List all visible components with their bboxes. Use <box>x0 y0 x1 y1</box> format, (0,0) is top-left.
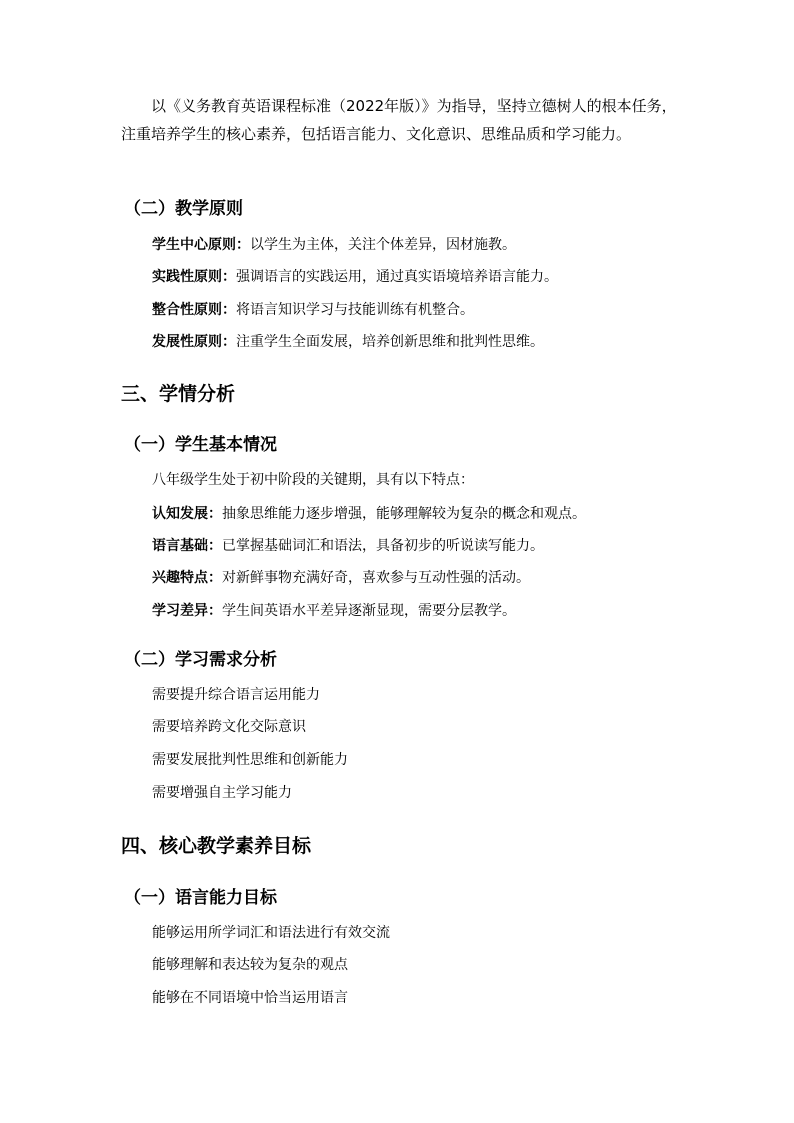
characteristic-item <box>152 503 586 523</box>
principle-label: 学生中心原则： <box>152 237 250 253</box>
principle-text: 将语言知识学习与技能训练有机整合。 <box>236 302 474 318</box>
characteristic-item <box>152 567 530 587</box>
goal-item: 能够在不同语境中恰当运用语言 <box>152 990 348 1006</box>
characteristic-label: 语言基础： <box>152 538 222 554</box>
principle-text: 强调语言的实践运用，通过真实语境培养语言能力。 <box>236 269 558 285</box>
learning-needs-heading: （二）学习需求分析 <box>124 650 277 670</box>
characteristic-label: 兴趣特点： <box>152 570 222 586</box>
characteristic-text: 抽象思维能力逐步增强，能够理解较为复杂的概念和观点。 <box>222 506 586 522</box>
principle-label: 整合性原则： <box>152 302 236 318</box>
principle-label: 发展性原则： <box>152 334 236 350</box>
need-item: 需要培养跨文化交际意识 <box>152 719 306 735</box>
intro-paragraph: 以《义务教育英语课程标准（2022年版）》为指导，坚持立德树人的根本任务，注重培养学生的核心素养，包括语言能力、文化意识、思维品质和学习能力。 <box>121 97 677 143</box>
principle-text: 注重学生全面发展，培养创新思维和批判性思维。 <box>236 334 544 350</box>
principle-item <box>152 299 474 319</box>
principle-item <box>152 331 544 351</box>
principle-text: 以学生为主体，关注个体差异，因材施教。 <box>250 237 516 253</box>
section4-heading: 四、核心教学素养目标 <box>121 835 312 857</box>
need-item: 需要增强自主学习能力 <box>152 785 292 801</box>
section3-heading: 三、学情分析 <box>121 383 236 405</box>
characteristic-label: 认知发展： <box>152 506 222 522</box>
principle-label: 实践性原则： <box>152 269 236 285</box>
principle-item <box>152 266 558 286</box>
characteristic-text: 已掌握基础词汇和语法，具备初步的听说读写能力。 <box>222 538 544 554</box>
characteristic-text: 学生间英语水平差异逐渐显现，需要分层教学。 <box>222 603 516 619</box>
need-item: 需要提升综合语言运用能力 <box>152 687 320 703</box>
characteristic-item <box>152 600 516 620</box>
characteristic-item <box>152 535 544 555</box>
goal-item: 能够理解和表达较为复杂的观点 <box>152 957 348 973</box>
goal-item: 能够运用所学词汇和语法进行有效交流 <box>152 925 390 941</box>
basic-situation-heading: （一）学生基本情况 <box>124 435 277 455</box>
characteristic-label: 学习差异： <box>152 603 222 619</box>
basic-situation-intro: 八年级学生处于初中阶段的关键期，具有以下特点： <box>152 472 474 488</box>
principle-item <box>152 234 516 254</box>
characteristic-text: 对新鲜事物充满好奇，喜欢参与互动性强的活动。 <box>222 570 530 586</box>
language-goals-heading: （一）语言能力目标 <box>124 888 277 908</box>
principles-heading: （二）教学原则 <box>124 199 243 219</box>
need-item: 需要发展批判性思维和创新能力 <box>152 752 348 768</box>
